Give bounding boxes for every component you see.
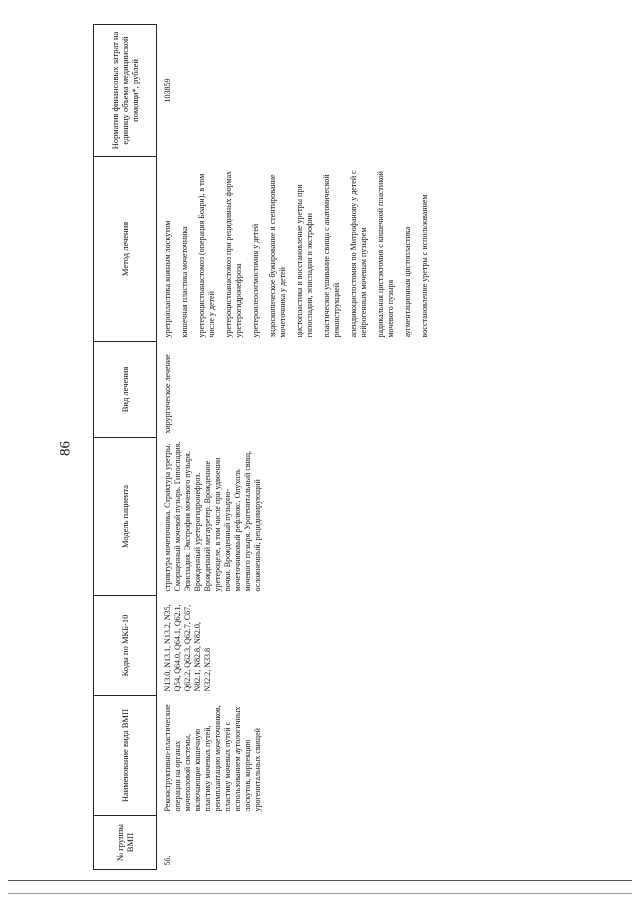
method-item: эндоскопическое бужирование и стентирование мочеточника у детей bbox=[268, 174, 287, 338]
cell-group-no: 56. bbox=[163, 855, 172, 866]
cell-cost-norm: 103859 bbox=[163, 78, 172, 103]
header-cost-norm: Норматив финансовых затрат на единицу объема медицинской помощи*, рублей bbox=[94, 25, 157, 157]
header-vmp-name: Наименование вида ВМП bbox=[94, 696, 157, 816]
page-number: 86 bbox=[57, 441, 74, 456]
method-item: цистопластика и восстановление уретры при гипоспадии, эписпадии и экстрофии bbox=[295, 184, 314, 338]
method-item: аугментационная цистопластика bbox=[403, 226, 412, 338]
header-icd-codes: Коды по МКБ-10 bbox=[94, 596, 157, 696]
method-item: апендикоцистостомия по Митрофанову у детей с нейрогенным мочевым пузырем bbox=[349, 170, 368, 338]
header-treatment-type: Вид лечения bbox=[94, 342, 157, 438]
method-item: уретероцистоанастомоз (операция Боари), в том числе у детей bbox=[197, 173, 216, 338]
method-item: радикальная цистэктомия с кишечной пластикой мочевого пузыря bbox=[376, 171, 395, 338]
table-row bbox=[157, 25, 440, 870]
cell-patient-model: стриктура мочеточника. Стриктура уретры. Сморщенный мочевой пузырь. Гипоспадия. Эписпадия. Экстрофия мочевого пузыря. Врожденный уретерогидронефроз. Врожденный мегауретер. Врожденное уретероцеле, в том числе при удвоении почки. Врожденный пузырно-мочеточниковый рефлюкс. Опухоль мочевого пузыря. Урогенитальный свищ, осложненный, рецидивирующий bbox=[163, 441, 262, 592]
header-treatment-method: Метод лечения bbox=[94, 157, 157, 342]
bottom-rule bbox=[8, 880, 632, 881]
method-item: уретероилеосигмостомия у детей bbox=[251, 223, 260, 338]
cell-icd-codes: N13.0, N13.1, N13.2, N35, Q54, Q64.0, Q64.1, Q62.1, Q62.2, Q62.3, Q62.7, C67, N82.1, N82.8, N82.0, N32.2, N33.8 bbox=[163, 604, 212, 692]
header-patient-model: Модель пациента bbox=[94, 438, 157, 596]
rotated-table-wrapper bbox=[93, 25, 613, 870]
table-header-row bbox=[94, 25, 157, 870]
header-group-no: № группы ВМП bbox=[94, 816, 157, 870]
method-list bbox=[163, 161, 430, 338]
method-item: пластическое ушивание свища с анатомической реконструкцией bbox=[322, 174, 341, 338]
bottom-rule-secondary bbox=[8, 893, 632, 894]
cell-vmp-name: Реконструктивно-пластические операции на органах мочеполовой системы, включающие кишечную пластику мочевых путей, реимплантацию мочеточников, пластику мочевых путей с использованием аутологичных лоскутов, коррекцию урогенитальных свищей bbox=[163, 704, 262, 812]
cell-treatment-methods bbox=[157, 157, 440, 342]
method-item: кишечная пластика мочеточника bbox=[180, 226, 189, 338]
vmp-table bbox=[93, 24, 439, 870]
method-item: уретероцистоанастомоз при рецидивных формах уретерогидронефроза bbox=[224, 170, 243, 338]
method-item: уретропластика кожным лоскутом bbox=[163, 220, 172, 338]
method-item: восстановление уретры с использованием bbox=[420, 194, 429, 338]
cell-treatment-type: хирургическое лечение bbox=[163, 354, 172, 434]
